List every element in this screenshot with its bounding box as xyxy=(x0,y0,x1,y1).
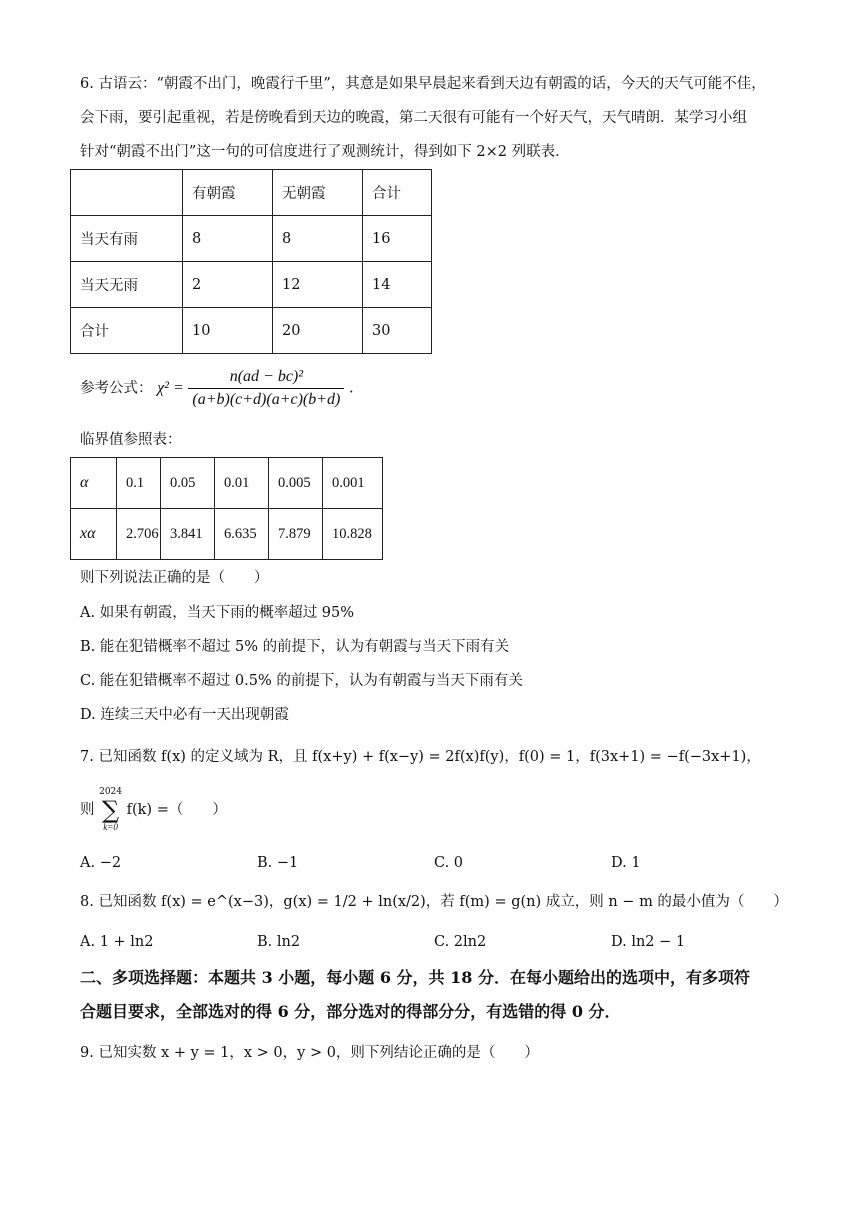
q8-option-d: D. ln2 − 1 xyxy=(611,934,686,950)
table-cell: 6.635 xyxy=(215,509,269,560)
reference-formula: 参考公式： χ² = $\frac{\text{n(ad − bc)²}}{(a+b)(c+d)(a+c)(b+d)}$ . xyxy=(80,366,808,411)
table-cell: 12 xyxy=(273,262,363,308)
table-row xyxy=(71,262,432,308)
table-cell: 20 xyxy=(273,308,363,354)
section2-line1: 二、多项选择题：本题共 3 小题，每小题 6 分，共 18 分．在每小题给出的选项中，有多项符 xyxy=(80,968,750,987)
x-header: xα xyxy=(71,509,117,560)
q8-line1: 8. 已知函数 f(x) = e^(x−3)，g(x) = 1/2 + ln(x/2)，若 f(m) = g(n) 成立，则 n − m 的最小值为（ ） xyxy=(80,894,788,910)
table-row xyxy=(71,458,383,509)
table-cell: 30 xyxy=(363,308,432,354)
q8-option-c: C. 2ln2 xyxy=(434,934,487,950)
table-cell: 10.828 xyxy=(323,509,383,560)
table-cell: 14 xyxy=(363,262,432,308)
table-cell: 无朝霞 xyxy=(273,170,363,216)
table-row xyxy=(71,216,432,262)
contingency-table xyxy=(70,169,432,354)
q6-line1: 6. 古语云：“朝霞不出门，晚霞行千里”，其意是如果早晨起来看到天边有朝霞的话，今天的天气可能不佳， xyxy=(80,76,766,92)
sum-lower: k=0 xyxy=(103,822,118,832)
table-row xyxy=(71,170,432,216)
table-cell: 2 xyxy=(183,262,273,308)
sigma-icon: ∑ xyxy=(101,796,120,824)
q7-suffix: f(k) =（ ） xyxy=(126,802,227,818)
table-cell: 当天无雨 xyxy=(71,262,183,308)
table-cell: 3.841 xyxy=(161,509,215,560)
sum-upper: 2024 xyxy=(99,787,123,797)
q7-option-d: D. 1 xyxy=(611,855,641,871)
formula-lhs: χ² = xyxy=(157,379,184,397)
q7-line2 xyxy=(80,786,808,834)
formula-numerator: n(ad − bc)² xyxy=(188,366,344,389)
table-cell: 0.005 xyxy=(269,458,323,509)
q8-option-a: A. 1 + ln2 xyxy=(80,934,154,950)
table-cell: 合计 xyxy=(71,308,183,354)
q6-line2: 会下雨，要引起重视，若是傍晚看到天边的晚霞，第二天很有可能有一个好天气，天气晴朗．某学习小组 xyxy=(80,110,747,126)
table-cell: 合计 xyxy=(363,170,432,216)
table-cell: 0.001 xyxy=(323,458,383,509)
q6-line3: 针对“朝霞不出门”这一句的可信度进行了观测统计，得到如下 2×2 列联表． xyxy=(80,144,570,160)
q6-option-c: C. 能在犯错概率不超过 0.5% 的前提下，认为有朝霞与当天下雨有关 xyxy=(80,673,523,689)
table-cell: 8 xyxy=(273,216,363,262)
critical-label: 临界值参照表： xyxy=(80,432,182,448)
table-cell: 10 xyxy=(183,308,273,354)
formula-label: 参考公式： xyxy=(80,380,153,397)
table-cell xyxy=(71,170,183,216)
q8-option-b: B. ln2 xyxy=(257,934,301,950)
formula-fraction xyxy=(188,366,344,411)
q6-option-d: D. 连续三天中必有一天出现朝霞 xyxy=(80,707,289,723)
table-cell: 7.879 xyxy=(269,509,323,560)
q7-option-c: C. 0 xyxy=(434,855,464,871)
table-row xyxy=(71,509,383,560)
q7-option-a: A. −2 xyxy=(80,855,122,871)
summation xyxy=(99,786,122,834)
table-cell: 16 xyxy=(363,216,432,262)
table-cell: 0.05 xyxy=(161,458,215,509)
q6-option-a: A. 如果有朝霞，当天下雨的概率超过 95% xyxy=(80,605,355,621)
table-cell: 2.706 xyxy=(117,509,161,560)
table-cell: 0.1 xyxy=(117,458,161,509)
q7-prefix: 则 xyxy=(80,802,95,818)
q6-question: 则下列说法正确的是（ ） xyxy=(80,570,269,586)
q9-line1: 9. 已知实数 x + y = 1，x > 0，y > 0，则下列结论正确的是（ ） xyxy=(80,1045,539,1061)
table-cell: 8 xyxy=(183,216,273,262)
q6-option-b: B. 能在犯错概率不超过 5% 的前提下，认为有朝霞与当天下雨有关 xyxy=(80,639,510,655)
critical-value-table xyxy=(70,457,383,560)
formula-denominator: (a+b)(c+d)(a+c)(b+d) xyxy=(192,391,341,408)
section2-line2: 合题目要求，全部选对的得 6 分，部分选对的得部分分，有选错的得 0 分． xyxy=(80,1002,621,1021)
table-cell: 当天有雨 xyxy=(71,216,183,262)
table-row xyxy=(71,308,432,354)
q7-line1: 7. 已知函数 f(x) 的定义域为 R，且 f(x+y) + f(x−y) = 2f(x)f(y)，f(0) = 1，f(3x+1) = −f(−3x+1)， xyxy=(80,749,761,765)
q7-option-b: B. −1 xyxy=(257,855,299,871)
alpha-header: α xyxy=(71,458,117,509)
table-cell: 0.01 xyxy=(215,458,269,509)
table-cell: 有朝霞 xyxy=(183,170,273,216)
